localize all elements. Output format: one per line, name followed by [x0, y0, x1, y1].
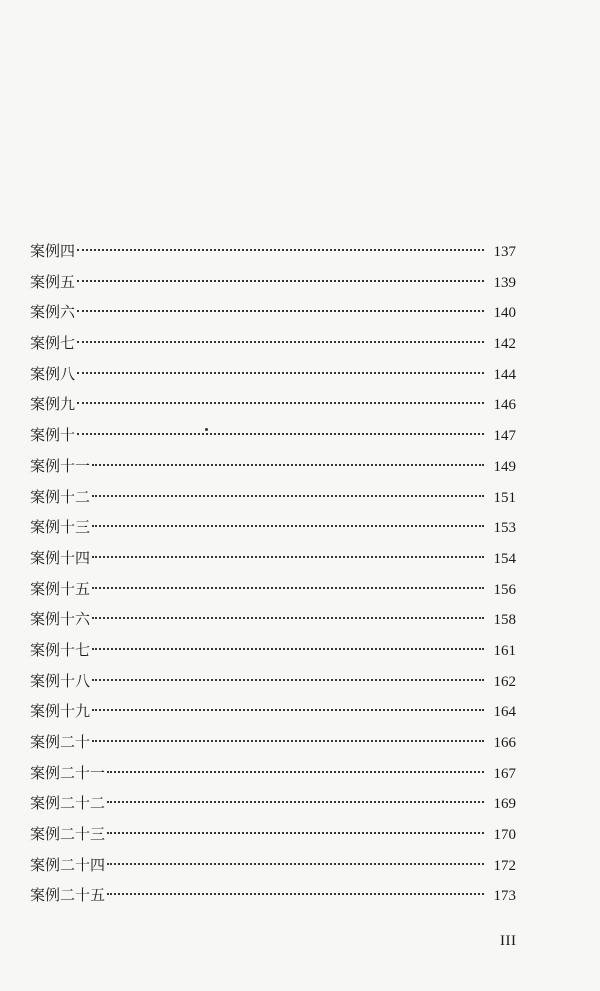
toc-entry-title: 案例十一 — [30, 456, 91, 475]
toc-entry — [30, 451, 516, 482]
toc-entry-title: 案例六 — [30, 303, 76, 322]
toc-entry-title: 案例二十四 — [30, 855, 106, 874]
toc-entry-page: 139 — [493, 274, 516, 291]
toc-entry-page: 166 — [493, 735, 516, 751]
toc-entry-page: 170 — [493, 827, 516, 844]
toc-entry-title: 案例八 — [30, 364, 76, 383]
toc-entry-title: 案例十三 — [30, 518, 91, 537]
toc-entry-page: 147 — [493, 428, 516, 445]
toc-leader-dots — [107, 771, 484, 773]
toc-leader-dots — [77, 249, 484, 251]
toc-entry-title: 案例九 — [30, 395, 76, 414]
toc-leader-dots — [77, 310, 484, 312]
toc-entry — [30, 543, 516, 574]
toc-entry-page: 158 — [493, 612, 516, 629]
toc-entry-page: 161 — [493, 642, 516, 659]
toc-entry — [30, 359, 516, 390]
toc-entry-title: 案例二十一 — [30, 763, 106, 782]
toc-entry-title: 案例二十五 — [30, 886, 106, 905]
toc-entry-page: 164 — [493, 704, 516, 721]
toc-leader-dots — [92, 464, 484, 466]
toc-entry-page: 173 — [493, 888, 516, 905]
table-of-contents — [30, 236, 516, 911]
toc-entry — [30, 880, 516, 911]
toc-entry — [30, 727, 516, 758]
toc-entry-page: 140 — [493, 305, 516, 322]
toc-entry — [30, 328, 516, 359]
toc-entry-page: 137 — [493, 244, 516, 260]
toc-entry-title: 案例十九 — [30, 702, 91, 721]
toc-entry — [30, 696, 516, 727]
toc-entry-title: 案例七 — [30, 334, 76, 353]
toc-entry-title: 案例四 — [30, 242, 76, 260]
toc-leader-dots — [92, 648, 484, 650]
toc-entry-page: 169 — [493, 796, 516, 813]
toc-entry-title: 案例十七 — [30, 640, 91, 659]
toc-entry-title: 案例十 — [30, 426, 76, 445]
toc-leader-dots — [77, 433, 484, 435]
toc-leader-dots — [77, 402, 484, 404]
toc-entry — [30, 389, 516, 420]
toc-leader-dots — [92, 495, 484, 497]
toc-entry-title: 案例十二 — [30, 487, 91, 506]
toc-leader-dots — [92, 525, 484, 527]
toc-entry-title: 案例二十三 — [30, 825, 106, 844]
toc-leader-dots — [92, 679, 484, 681]
toc-entry-title: 案例二十二 — [30, 794, 106, 813]
toc-leader-dots — [77, 341, 484, 343]
toc-entry — [30, 788, 516, 819]
toc-leader-dots — [77, 372, 484, 374]
toc-leader-dots — [107, 893, 484, 895]
toc-entry — [30, 604, 516, 635]
toc-entry — [30, 236, 516, 267]
print-speck — [205, 428, 208, 431]
toc-entry — [30, 420, 516, 451]
toc-entry — [30, 666, 516, 697]
toc-entry — [30, 482, 516, 513]
toc-entry-title: 案例十四 — [30, 548, 91, 567]
toc-leader-dots — [107, 832, 484, 834]
toc-entry-page: 142 — [493, 336, 516, 353]
toc-leader-dots — [92, 556, 484, 558]
toc-entry — [30, 267, 516, 298]
toc-entry-title: 案例十八 — [30, 671, 91, 690]
toc-leader-dots — [107, 801, 484, 803]
toc-entry — [30, 574, 516, 605]
toc-entry-title: 案例十五 — [30, 579, 91, 598]
toc-entry-page: 151 — [493, 489, 516, 506]
toc-entry — [30, 297, 516, 328]
toc-entry — [30, 635, 516, 666]
toc-entry-page: 172 — [493, 857, 516, 874]
toc-leader-dots — [92, 587, 484, 589]
toc-entry-title: 案例五 — [30, 272, 76, 291]
toc-entry — [30, 512, 516, 543]
print-speck — [442, 800, 444, 802]
toc-entry — [30, 758, 516, 789]
toc-entry-page: 162 — [493, 673, 516, 690]
toc-entry-page: 167 — [493, 765, 516, 782]
toc-entry-page: 149 — [493, 458, 516, 475]
toc-entry-page: 156 — [493, 581, 516, 598]
toc-entry — [30, 850, 516, 881]
toc-leader-dots — [107, 863, 484, 865]
toc-leader-dots — [77, 280, 484, 282]
toc-leader-dots — [92, 617, 484, 619]
toc-entry-page: 153 — [493, 520, 516, 537]
toc-entry — [30, 819, 516, 850]
toc-leader-dots — [92, 709, 484, 711]
toc-entry-page: 144 — [493, 366, 516, 383]
toc-entry-title: 案例二十 — [30, 733, 91, 751]
page-number: III — [500, 933, 517, 949]
toc-entry-title: 案例十六 — [30, 610, 91, 629]
toc-entry-page: 146 — [493, 397, 516, 414]
toc-entry-page: 154 — [493, 550, 516, 567]
toc-leader-dots — [92, 740, 484, 742]
